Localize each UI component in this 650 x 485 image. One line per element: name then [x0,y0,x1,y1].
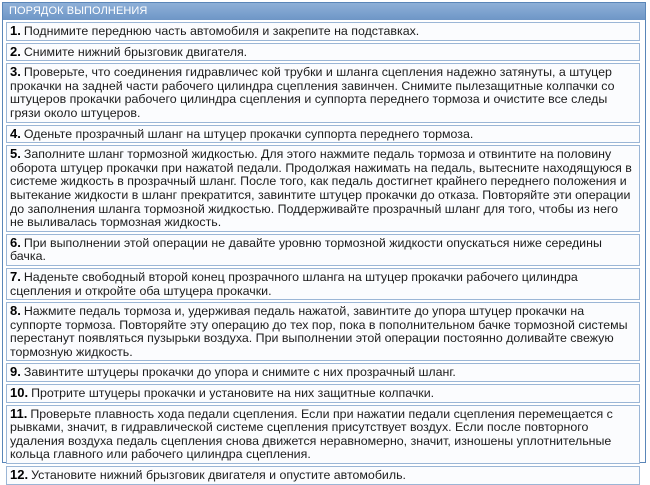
step-item [6,125,640,144]
step-number: 12. [10,467,29,483]
step-number: 4. [10,125,21,141]
step-item [6,22,640,41]
step-text: Установите нижний брызговик двигателя и опустите автомобиль. [31,468,406,483]
step-number: 6. [10,234,21,250]
step-number: 10. [10,385,29,401]
step-item [6,43,640,62]
step-text: Протрите штуцеры прокачки и установите на них защитные колпачки. [31,386,435,401]
step-text: Наденьте свободный второй конец прозрачного шланга на штуцер прокачки рабочего цилиндра сцепления и откройте оба штуцера прокачки. [10,269,578,298]
step-item [6,466,640,485]
instructions-panel [2,2,646,483]
step-item [6,384,640,403]
step-number: 9. [10,364,21,380]
step-text: Оденьте прозрачный шланг на штуцер прокачки суппорта переднего тормоза. [23,126,474,141]
step-text: При выполнении этой операции не давайте уровню тормозной жидкости опускаться ниже середины бачка. [10,235,602,264]
step-number: 3. [10,64,21,80]
step-number: 7. [10,268,21,284]
step-item [6,302,640,361]
step-item [6,63,640,122]
step-number: 1. [10,23,21,38]
step-number: 11. [10,405,28,421]
step-number: 5. [10,146,21,162]
step-number: 2. [10,43,21,59]
step-number: 8. [10,303,21,319]
step-text: Проверьте, что соединения гидравличес кой трубки и шланга сцепления надежно затянуты, а штуцер прокачки на задней части рабочего цилиндра сцепления завинчен. Снимите пылезащитные колпачки со штуцеров прокачки рабочего цилиндра сцепления и суппорта переднего тормоза и очистите все следы грязи около штуцеров. [10,65,615,120]
step-item [6,363,640,382]
step-text: Завинтите штуцеры прокачки до упора и снимите с них прозрачный шланг. [23,365,456,380]
step-item [6,405,640,464]
panel-header: ПОРЯДОК ВЫПОЛНЕНИЯ [3,3,645,20]
step-text: Снимите нижний брызговик двигателя. [23,44,248,59]
step-item [6,268,640,300]
step-item [6,145,640,232]
step-text: Заполните шланг тормозной жидкостью. Для этого нажмите педаль тормоза и отвинтите на половину оборота штуцер прокачки при нажатой педали. Продолжая нажимать на педаль, вытесните находящуюся в системе жидкость в прозрачный шланг. После того, как педаль достигнет крайнего переднего положения и вытекание жидкости в шланг прекратится, завинтите штуцер прокачки до отказа. Повторяйте эти операции до заполнения шланга тормозной жидкостью. Поддерживайте прозрачный шланг для того, чтобы из него не выливалась тормозная жидкость. [10,147,632,230]
step-text: Проверьте плавность хода педали сцепления. Если при нажатии педали сцепления перемещается с рывками, значит, в гидравлической системе сцепления присутствует воздух. Если после повторного удаления воздуха педаль сцепления снова движется неравномерно, значит, изношены уплотнительные кольца главного или рабочего цилиндра сцепления. [10,406,613,462]
step-item [6,234,640,266]
step-text: Поднимите переднюю часть автомобиля и закрепите на подставках. [23,24,420,38]
step-text: Нажмите педаль тормоза и, удерживая педаль нажатой, завинтите до упора штуцер прокачки на суппорте тормоза. Повторяйте эту операцию до тех пор, пока в пополнительном бачке тормозной системы перестанут появляться пузырьки воздуха. При выполнении этой операции постоянно доливайте свежую тормозную жидкость. [10,304,628,359]
steps-list [3,22,645,485]
